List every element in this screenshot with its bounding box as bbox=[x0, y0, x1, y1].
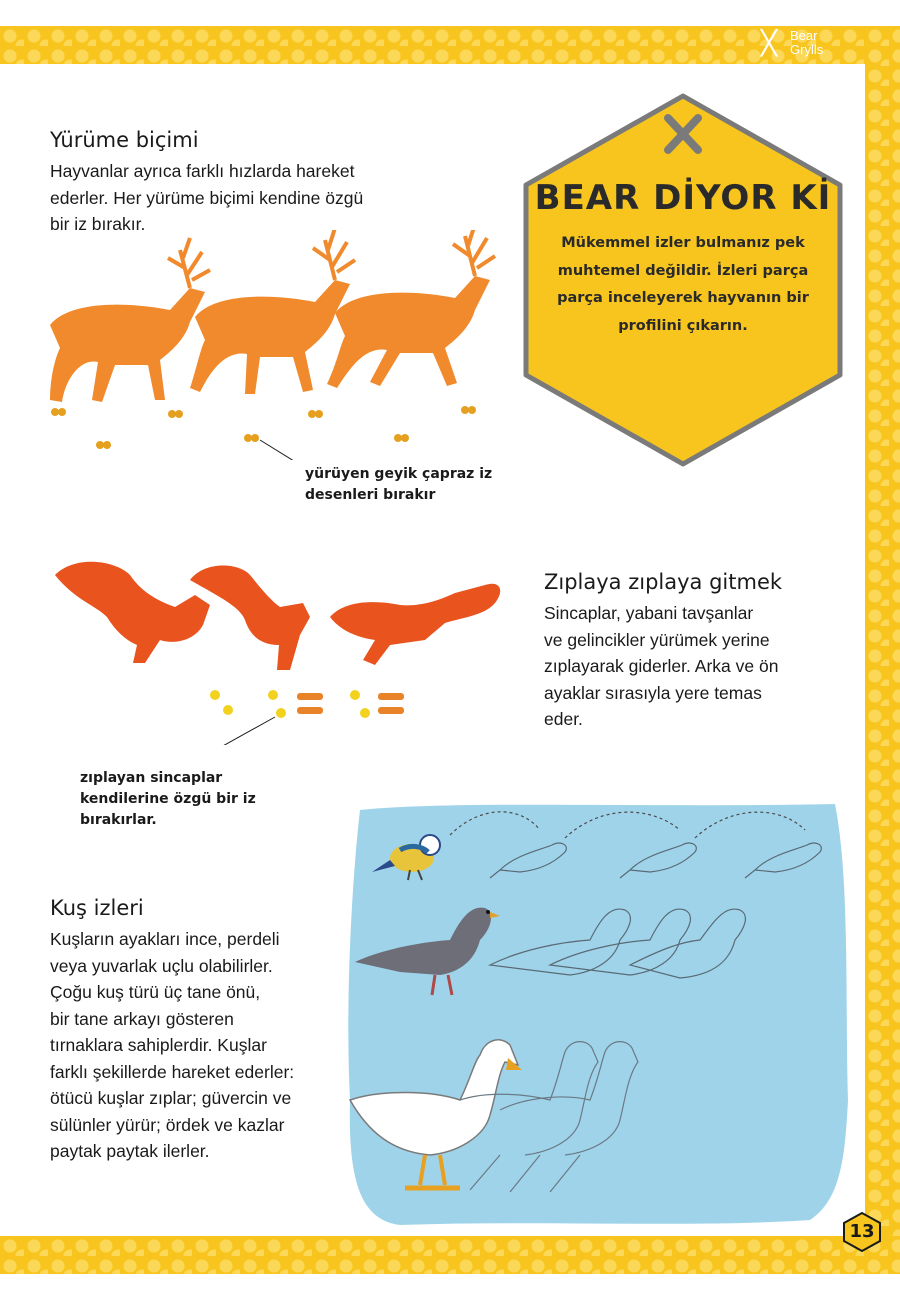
walking-caption-line-1: yürüyen geyik çapraz iz bbox=[305, 466, 493, 482]
hopping-caption-line-3: bırakırlar. bbox=[80, 812, 157, 828]
squirrel-3 bbox=[330, 584, 500, 665]
hopping-caption-line-2: kendilerine özgü bir iz bbox=[80, 791, 256, 807]
hopping-caption bbox=[80, 768, 256, 831]
walking-heading: Yürüme biçimi bbox=[50, 128, 199, 152]
brand-line-2: Grylls bbox=[790, 42, 824, 57]
hopping-heading: Zıplaya zıplaya gitmek bbox=[544, 570, 783, 594]
birds-line-3: Çoğu kuş türü üç tane önü, bbox=[50, 982, 261, 1002]
squirrel-2 bbox=[190, 565, 310, 670]
birds-body bbox=[50, 926, 294, 1165]
hopping-line-1: Sincaplar, yabani tavşanlar bbox=[544, 603, 754, 623]
birds-line-4: bir tane arkayı gösteren bbox=[50, 1008, 234, 1029]
birds-line-5: tırnaklara sahiplerdir. Kuşlar bbox=[50, 1035, 267, 1055]
honeycomb-border-bottom bbox=[0, 1236, 900, 1274]
hopping-line-2: ve gelincikler yürümek yerine bbox=[544, 629, 770, 650]
hopping-line-4: ayaklar sırasıyla yere temas bbox=[544, 682, 762, 703]
walking-line-3: bir iz bırakır. bbox=[50, 214, 146, 234]
brand-x-mark: ᚷ bbox=[760, 26, 778, 61]
walking-caption-line-2: desenleri bırakır bbox=[305, 487, 436, 503]
deer-2 bbox=[190, 230, 355, 394]
deer-1 bbox=[50, 238, 210, 402]
deer-3 bbox=[327, 230, 495, 388]
hopping-body bbox=[544, 600, 778, 733]
walking-caption bbox=[305, 464, 492, 506]
hopping-line-3: zıplayarak giderler. Arka ve ön bbox=[544, 656, 779, 676]
birds-line-6: farklı şekillerde hareket ederler: bbox=[50, 1061, 295, 1082]
honeycomb-border-right bbox=[865, 26, 900, 1274]
squirrel-1 bbox=[55, 562, 210, 663]
squirrel-illustration bbox=[45, 545, 505, 745]
birds-line-2: veya yuvarlak uçlu olabilirler. bbox=[50, 955, 273, 976]
tip-title: BEAR DİYOR Kİ bbox=[534, 178, 832, 218]
tip-line-4: profilini çıkarın. bbox=[618, 317, 748, 334]
squirrel-tracks bbox=[210, 690, 404, 718]
tip-line-1: Mükemmel izler bulmanız pek bbox=[561, 235, 805, 251]
tip-line-3: parça inceleyerek hayvanın bir bbox=[557, 290, 809, 306]
tip-line-2: muhtemel değildir. İzleri parça bbox=[557, 262, 809, 279]
birds-line-8: sülünler yürür; ördek ve kazlar bbox=[50, 1114, 285, 1135]
hopping-line-5: eder. bbox=[544, 709, 583, 729]
walking-line-2: ederler. Her yürüme biçimi kendine özgü bbox=[50, 187, 364, 208]
page-number: 13 bbox=[849, 1221, 875, 1242]
birds-line-9: paytak paytak ilerler. bbox=[50, 1141, 210, 1161]
brand-text bbox=[790, 29, 823, 57]
bird-illustration bbox=[340, 800, 850, 1228]
birds-line-1: Kuşların ayakları ince, perdeli bbox=[50, 929, 280, 949]
birds-heading: Kuş izleri bbox=[50, 896, 144, 920]
bear-grylls-logo-icon bbox=[760, 27, 850, 61]
walking-line-1: Hayvanlar ayrıca farklı hızlarda hareket bbox=[50, 161, 355, 181]
tip-body bbox=[550, 230, 816, 340]
birds-line-7: ötücü kuşlar zıplar; güvercin ve bbox=[50, 1088, 292, 1108]
deer-illustration bbox=[40, 230, 500, 460]
brand-line-1: Bear bbox=[790, 28, 818, 43]
walking-body bbox=[50, 158, 363, 238]
hopping-caption-line-1: zıplayan sincaplar bbox=[80, 770, 223, 786]
